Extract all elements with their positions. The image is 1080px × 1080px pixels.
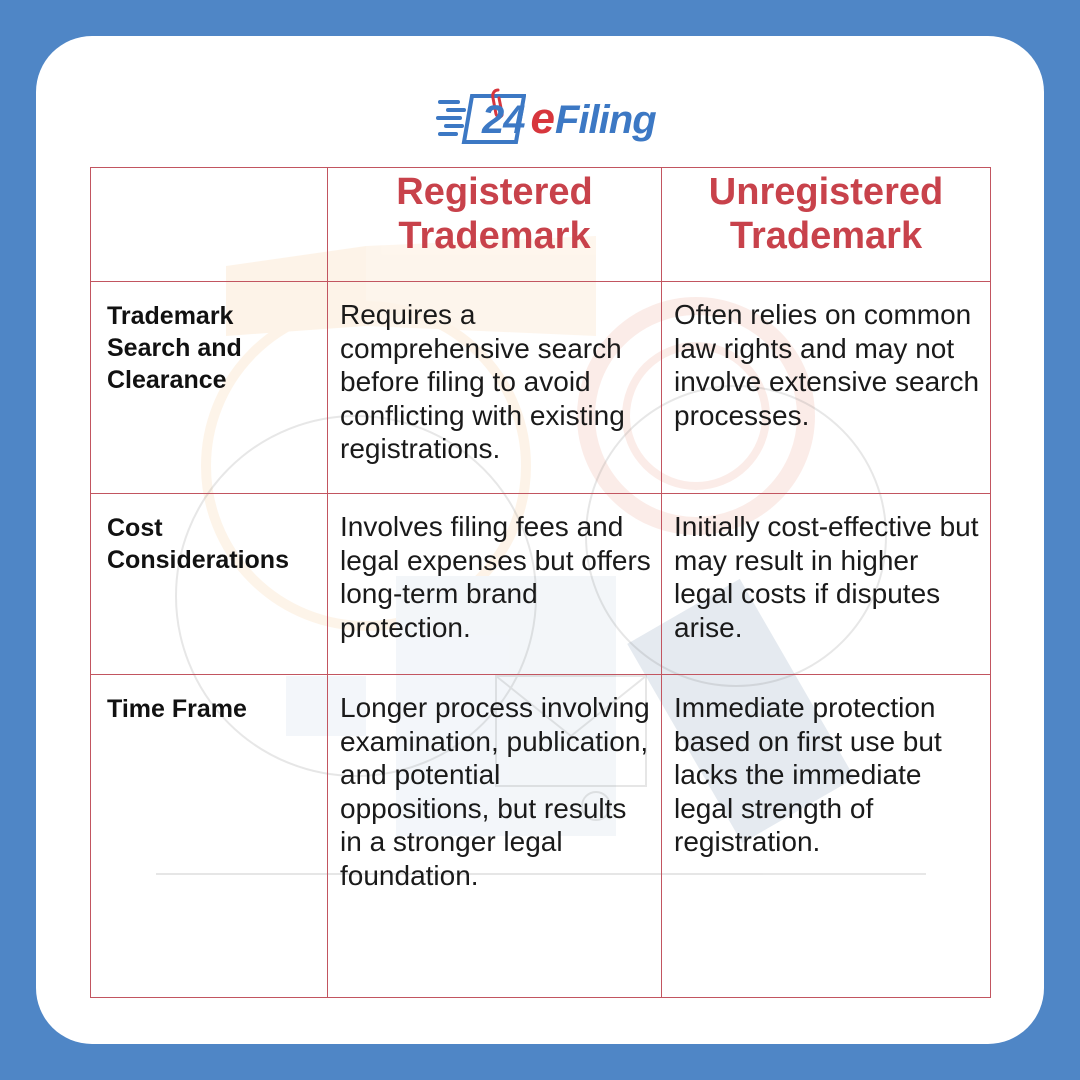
unregistered-cell: Often relies on common law rights and may not involve extensive search processes. [662, 282, 991, 494]
logo-wordmark [482, 94, 656, 144]
registered-cell: Requires a comprehensive search before filing to avoid conflicting with existing registrations. [328, 282, 662, 494]
registered-cell: Longer process involving examination, publication, and potential oppositions, but results in a stronger legal foundation. [328, 675, 662, 998]
header-registered: Registered Trademark [328, 168, 662, 282]
unregistered-cell: Immediate protection based on first use but lacks the immediate legal strength of registration. [662, 675, 991, 998]
registered-cell: Involves filing fees and legal expenses but offers long-term brand protection. [328, 494, 662, 675]
logo-filing: Filing [554, 98, 656, 142]
table-row [91, 282, 991, 494]
comparison-table [90, 167, 991, 998]
unregistered-cell: Initially cost-effective but may result in higher legal costs if disputes arise. [662, 494, 991, 675]
logo-number: 24 [482, 98, 525, 142]
row-label: Cost Considerations [91, 494, 328, 675]
row-label: Trademark Search and Clearance [91, 282, 328, 494]
header-empty-cell [91, 168, 328, 282]
table-row [91, 675, 991, 998]
logo-e: e [530, 94, 555, 143]
header-row [91, 168, 991, 282]
content-card [36, 36, 1044, 1044]
brand-logo [436, 86, 656, 146]
header-unregistered: Unregistered Trademark [662, 168, 991, 282]
table-row [91, 494, 991, 675]
row-label: Time Frame [91, 675, 328, 998]
